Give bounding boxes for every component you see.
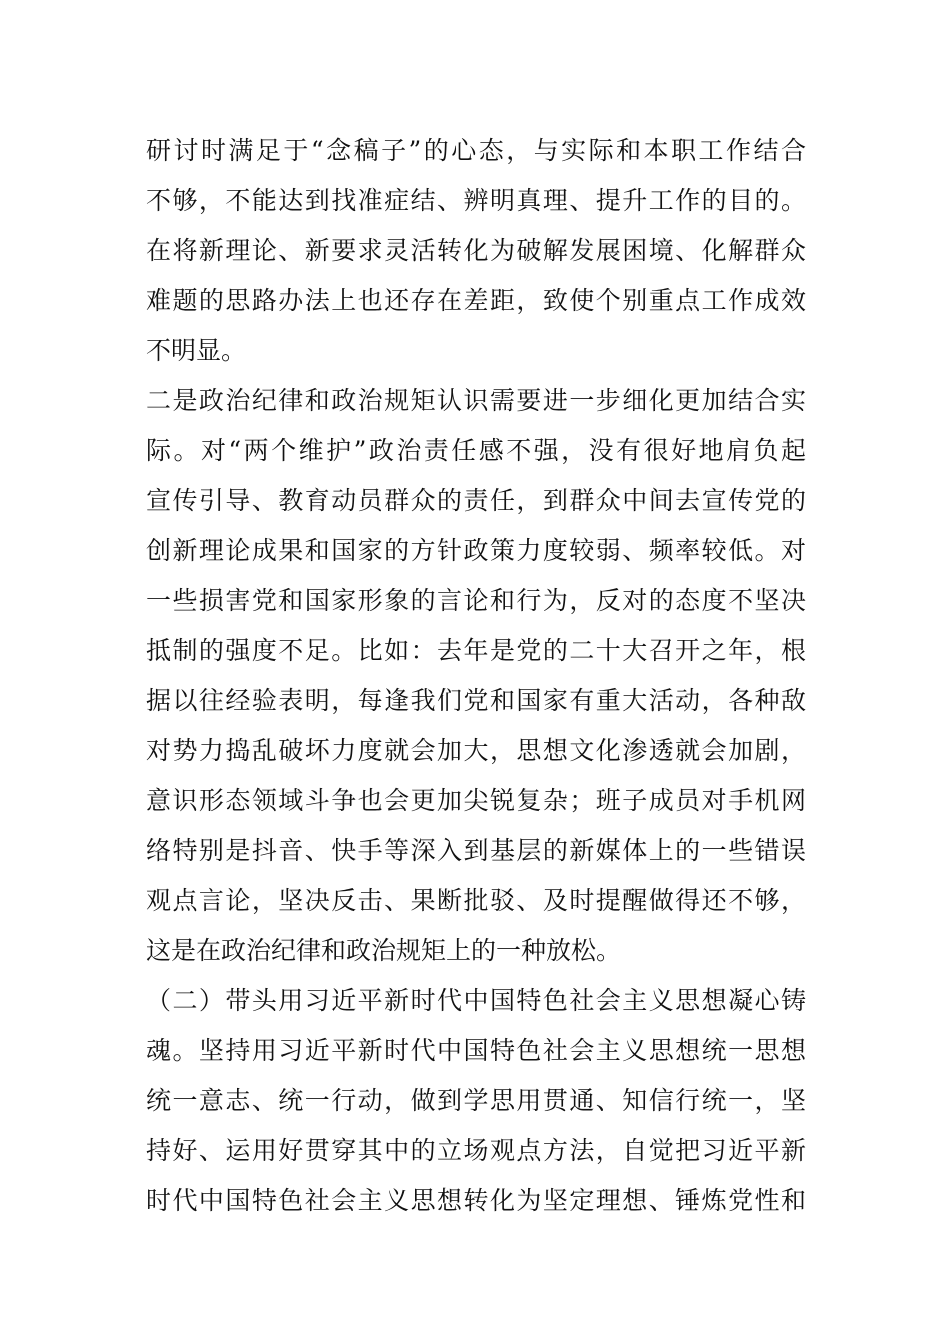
- text-line: 这是在政治纪律和政治规矩上的一种放松。: [146, 936, 622, 965]
- text-line: 意识形态领域斗争也会更加尖锐复杂；班子成员对手机网: [146, 786, 806, 815]
- text-line: 研讨时满足于“念稿子”的心态，与实际和本职工作结合: [146, 136, 806, 165]
- text-line: 观点言论，坚决反击、果断批驳、及时提醒做得还不够，: [146, 886, 806, 915]
- text-line: 创新理论成果和国家的方针政策力度较弱、频率较低。对: [146, 536, 806, 565]
- text-line: 时代中国特色社会主义思想转化为坚定理想、锤炼党性和: [146, 1186, 806, 1215]
- text-line: 一些损害党和国家形象的言论和行为，反对的态度不坚决: [146, 586, 806, 615]
- text-line: 统一意志、统一行动，做到学思用贯通、知信行统一，坚: [146, 1086, 806, 1115]
- text-line: 对势力捣乱破坏力度就会加大，思想文化渗透就会加剧，: [146, 736, 806, 765]
- text-line: 抵制的强度不足。比如：去年是党的二十大召开之年，根: [146, 636, 806, 665]
- text-line: 宣传引导、教育动员群众的责任，到群众中间去宣传党的: [146, 486, 806, 515]
- text-line: 持好、运用好贯穿其中的立场观点方法，自觉把习近平新: [146, 1136, 806, 1165]
- text-line: 难题的思路办法上也还存在差距，致使个别重点工作成效: [146, 286, 806, 315]
- text-line: 不够，不能达到找准症结、辨明真理、提升工作的目的。: [146, 186, 806, 215]
- text-line: 魂。坚持用习近平新时代中国特色社会主义思想统一思想: [146, 1036, 806, 1065]
- text-line: （二）带头用习近平新时代中国特色社会主义思想凝心铸: [146, 986, 806, 1015]
- text-line: 据以往经验表明，每逢我们党和国家有重大活动，各种敌: [146, 686, 806, 715]
- text-line: 二是政治纪律和政治规矩认识需要进一步细化更加结合实: [146, 386, 806, 415]
- text-line: 际。对“两个维护”政治责任感不强，没有很好地肩负起: [146, 436, 806, 465]
- text-line: 不明显。: [146, 336, 247, 365]
- text-line: 络特别是抖音、快手等深入到基层的新媒体上的一些错误: [146, 836, 806, 865]
- text-line: 在将新理论、新要求灵活转化为破解发展困境、化解群众: [146, 236, 806, 265]
